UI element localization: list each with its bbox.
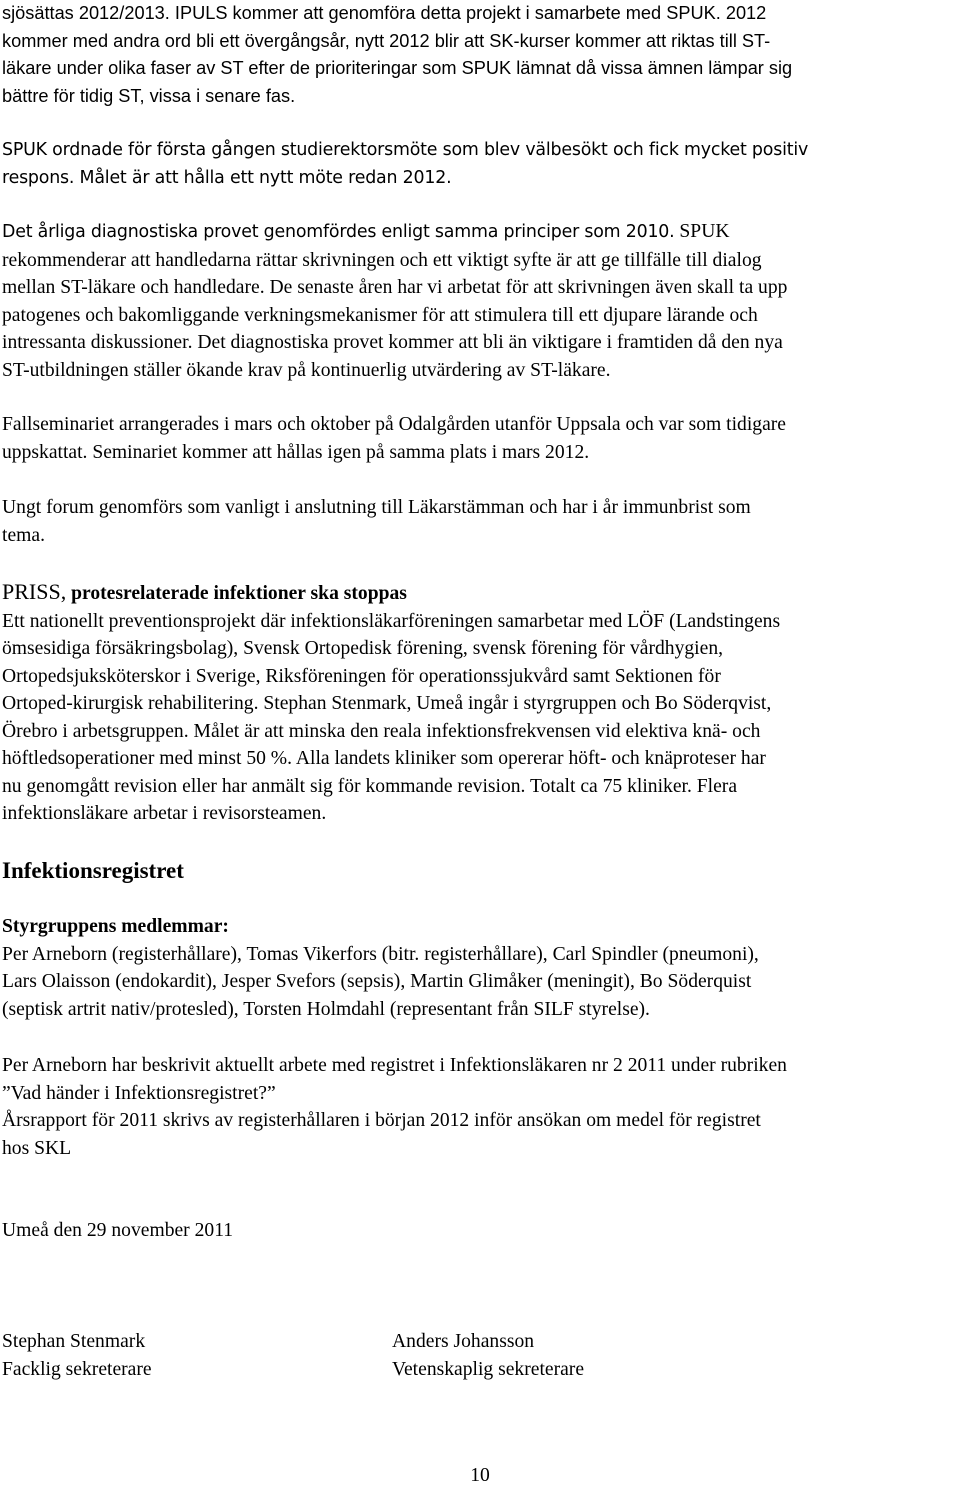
ungt-forum-paragraph: [2, 494, 751, 549]
diagnostiska-paragraph: [2, 218, 787, 384]
priss-title-acronym: PRISS,: [2, 579, 67, 604]
text-line: läkare under olika faser av ST efter de prioriteringar som SPUK lämnat då vissa ämnen lämpar sig: [2, 58, 793, 78]
text-line: kommer med andra ord bli ett övergångsår, nytt 2012 blir att SK-kurser kommer att riktas till ST-: [2, 30, 771, 51]
signatory-name: Anders Johansson: [392, 1331, 535, 1352]
text-line: hos SKL: [2, 1137, 72, 1159]
signatory-name: Stephan Stenmark: [2, 1331, 146, 1352]
text-line: Ortoped-kirurgisk rehabilitering. Stephan Stenmark, Umeå ingår i styrgruppen och Bo Söderqvist,: [2, 693, 772, 714]
text-line: ömsesidiga försäkringsbolag), Svensk Ortopedisk förening, svensk förening för vårdhygien,: [2, 638, 724, 659]
text-line: respons. Målet är att hålla ett nytt möte redan 2012.: [2, 167, 452, 188]
text-span: SPUK: [674, 221, 730, 242]
page-number: 10: [470, 1465, 490, 1486]
studierektor-paragraph: [2, 137, 808, 192]
text-line: intressanta diskussioner. Det diagnostiska provet kommer att bli än viktigare i framtiden då den nya: [2, 332, 783, 353]
text-line: patogenes och bakomliggande verkningsmekanismer för att stimulera till ett djupare lärande och: [2, 304, 758, 326]
register-subheading: Styrgruppens medlemmar:: [2, 916, 229, 937]
register-update: [2, 1052, 787, 1162]
text-line: Ortopedsjuksköterskor i Sverige, Riksföreningen för operationssjukvård samt Sektionen för: [2, 665, 721, 687]
priss-section: [2, 578, 780, 828]
text-line: Per Arneborn (registerhållare), Tomas Vikerfors (bitr. registerhållare), Carl Spindler (pneumoni),: [2, 943, 759, 965]
signatory-role: Vetenskaplig sekreterare: [392, 1358, 585, 1380]
place-date: Umeå den 29 november 2011: [2, 1220, 234, 1241]
text-line: rekommenderar att handledarna rättar skrivningen och ett viktigt syfte är att ge tillfälle till dialog: [2, 249, 762, 271]
text-line: Örebro i arbetsgruppen. Målet är att minska den reala infektionsfrekvensen vid elektiva knä- och: [2, 720, 761, 742]
text-line: Ungt forum genomförs som vanligt i anslutning till Läkarstämman och har i år immunbrist som: [2, 497, 751, 518]
text-line: Ett nationellt preventionsprojekt där infektionsläkarföreningen samarbetar med LÖF (Landstingens: [2, 610, 781, 632]
signature-block: [2, 1328, 782, 1383]
text-line: Årsrapport för 2011 skrivs av registerhållaren i början 2012 inför ansökan om medel för registret: [2, 1110, 761, 1131]
text-line: (septisk artrit nativ/protesled), Torsten Holmdahl (representant från SILF styrelse).: [2, 998, 650, 1020]
text-line: uppskattat. Seminariet kommer att hållas igen på samma plats i mars 2012.: [2, 441, 590, 463]
intro-paragraph: [2, 0, 792, 110]
fallseminariet-paragraph: [2, 411, 786, 466]
register-heading: Infektionsregistret: [2, 858, 184, 883]
text-span: Det årliga diagnostiska provet genomfördes enligt samma principer som 2010.: [2, 222, 675, 242]
priss-title-rest: protesrelaterade infektioner ska stoppas: [66, 583, 407, 604]
text-line: Fallseminariet arrangerades i mars och oktober på Odalgården utanför Uppsala och var som tidigare: [2, 414, 787, 435]
text-line: mellan ST-läkare och handledare. De senaste åren har vi arbetat för att skrivningen även skall ta upp: [2, 277, 788, 298]
text-line: ”Vad händer i Infektionsregistret?”: [2, 1082, 276, 1104]
text-line: sjösättas 2012/2013. IPULS kommer att genomföra detta projekt i samarbete med SPUK. 2012: [2, 3, 767, 23]
priss-title: [2, 578, 780, 608]
signatory: [2, 1328, 392, 1383]
text-line: [2, 218, 787, 247]
register-members: [2, 913, 759, 1023]
text-line: bättre för tidig ST, vissa i senare fas.: [2, 85, 296, 106]
text-line: nu genomgått revision eller har anmält sig för kommande revision. Totalt ca 75 kliniker. Flera: [2, 775, 738, 797]
text-line: tema.: [2, 524, 45, 546]
text-line: ST-utbildningen ställer ökande krav på kontinuerlig utvärdering av ST-läkare.: [2, 359, 611, 381]
signatory-role: Facklig sekreterare: [2, 1358, 152, 1380]
signatory: [392, 1328, 782, 1383]
text-line: SPUK ordnade för första gången studierektorsmöte som blev välbesökt och fick mycket positiv: [2, 140, 809, 160]
text-line: infektionsläkare arbetar i revisorsteamen.: [2, 803, 327, 824]
text-line: Lars Olaisson (endokardit), Jesper Svefors (sepsis), Martin Glimåker (meningit), Bo Söderquist: [2, 971, 752, 992]
text-line: höftledsoperationer med minst 50 %. Alla landets kliniker som opererar höft- och knäproteser har: [2, 748, 766, 769]
text-line: Per Arneborn har beskrivit aktuellt arbete med registret i Infektionsläkaren nr 2 2011 under rubriken: [2, 1055, 787, 1076]
